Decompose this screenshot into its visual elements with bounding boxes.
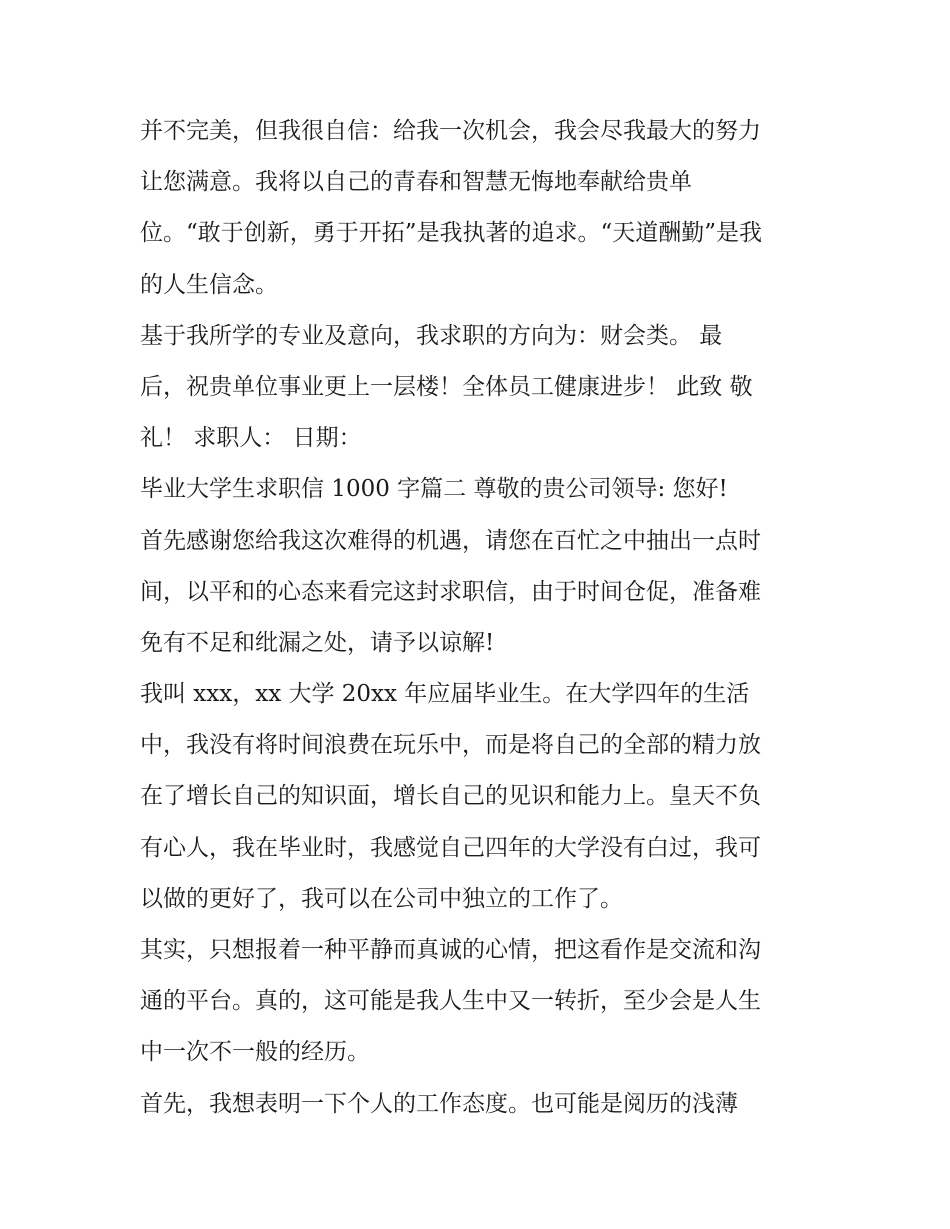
text-line: 首先，我想表明一下个人的工作态度。也可能是阅历的浅薄: [140, 1090, 738, 1117]
text-line: 后，祝贵单位事业更上一层楼！全体员工健康进步！ 此致 敬: [140, 373, 753, 400]
text-line: 以做的更好了，我可以在公司中独立的工作了。: [140, 885, 623, 912]
text-line: 间，以平和的心态来看完这封求职信，由于时间仓促，准备难: [140, 578, 761, 605]
text-line: 通的平台。真的，这可能是我人生中又一转折，至少会是人生: [140, 988, 761, 1015]
text-line: 毕业大学生求职信 1000 字篇二 尊敬的贵公司领导: 您好!: [140, 476, 728, 503]
text-line: 在了增长自己的知识面，增长自己的见识和能力上。皇天不负: [140, 783, 761, 810]
text-line: 免有不足和纰漏之处，请予以谅解!: [140, 629, 495, 656]
text-line: 首先感谢您给我这次难得的机遇，请您在百忙之中抽出一点时: [140, 527, 761, 554]
body-text: [140, 106, 830, 1130]
text-line: 位。“敢于创新，勇于开拓”是我执著的追求。“天道酬勤”是我: [140, 220, 763, 247]
text-line: 中一次不一般的经历。: [140, 1039, 370, 1066]
text-line: 的人生信念。: [140, 271, 278, 298]
text-line: 有心人，我在毕业时，我感觉自己四年的大学没有白过，我可: [140, 834, 761, 861]
text-line: 基于我所学的专业及意向，我求职的方向为：财会类。 最: [140, 322, 723, 349]
text-line: 我叫 xxx，xx 大学 20xx 年应届毕业生。在大学四年的生活: [140, 681, 750, 708]
text-line: 并不完美，但我很自信：给我一次机会，我会尽我最大的努力: [140, 118, 761, 144]
text-line: 中，我没有将时间浪费在玩乐中，而是将自己的全部的精力放: [140, 732, 761, 759]
text-line: 礼！ 求职人： 日期：: [140, 425, 362, 452]
text-line: 其实，只想报着一种平静而真诚的心情，把这看作是交流和沟: [140, 937, 761, 963]
text-line: 让您满意。我将以自己的青春和智慧无悔地奉献给贵单: [140, 169, 692, 196]
